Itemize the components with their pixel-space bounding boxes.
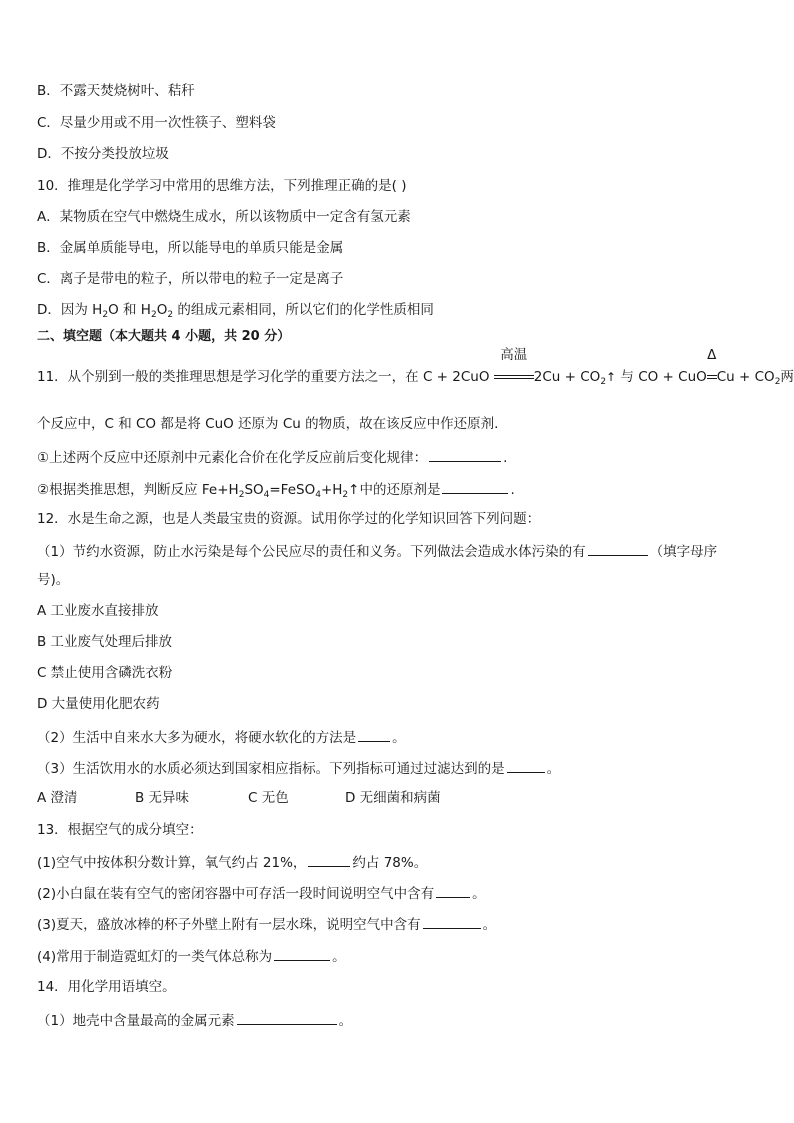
q10-option-d: D．因为 $H_2O$ 和 $H_2O_2$ 的组成元素相同，所以它们的化学性质相同 [37,302,434,320]
q10-option-b: B．金属单质能导电，所以能导电的单质只能是金属 [37,240,344,256]
q11-stem: 11．从个别到一般的类推理思想是学习化学的重要方法之一，在 C + 2CuO 高温 $2Cu + CO_2↑$ 与 CO + CuO Δ $Cu + CO_2$两 [37,347,794,387]
answer-blank[interactable] [436,883,470,898]
q12-part3: （3）生活饮用水的水质必须达到国家相应指标。下列指标可通过过滤达到的是 。 [37,758,560,778]
q14-stem: 14．用化学用语填空。 [37,979,176,995]
answer-blank[interactable] [588,541,648,556]
q10-stem: 10．推理是化学学习中常用的思维方法，下列推理正确的是( ) [37,178,407,194]
q10-option-c: C．离子是带电的粒子，所以带电的粒子一定是离子 [37,271,344,287]
q12-option-b: B 工业废气处理后排放 [37,634,173,650]
q12-option-d: D 大量使用化肥农药 [37,696,160,712]
q12-choices: A 澄清 B 无异味 C 无色 D 无细菌和病菌 [37,790,441,806]
q12-part1-cont: 号)。 [37,572,70,588]
q13-part1: (1)空气中按体积分数计算，氧气约占 21%， 约占 78%。 [37,852,427,872]
answer-blank[interactable] [507,758,545,773]
section-title: 二、填空题（本大题共 4 小题，共 20 分） [37,329,291,344]
q13-part4: (4)常用于制造霓虹灯的一类气体总称为 。 [37,946,346,966]
q9-option-c: C．尽量少用或不用一次性筷子、塑料袋 [37,115,276,131]
answer-blank[interactable] [442,479,508,494]
q14-part1: （1）地壳中含量最高的金属元素 。 [37,1010,352,1030]
answer-blank[interactable] [308,852,350,867]
q9-option-d: D．不按分类投放垃圾 [37,146,169,162]
answer-blank[interactable] [237,1010,337,1025]
q11-item1: ①上述两个反应中还原剂中元素化合价在化学反应前后变化规律： . [37,447,507,467]
q10-option-a: A．某物质在空气中燃烧生成水，所以该物质中一定含有氢元素 [37,209,411,225]
q9-option-b: B．不露天焚烧树叶、秸秆 [37,83,195,99]
q11-item2: ②根据类推思想，判断反应 $Fe+H_2SO_4=FeSO_4+H_2↑$中的还原剂是 . [37,479,515,499]
q11-line2: 个反应中，C 和 CO 都是将 CuO 还原为 Cu 的物质，故在该反应中作还原剂. [37,416,499,432]
condition-heat: Δ [707,368,717,386]
answer-blank[interactable] [274,946,330,961]
q13-part2: (2)小白鼠在装有空气的密闭容器中可存活一段时间说明空气中含有 。 [37,883,486,903]
q12-stem: 12．水是生命之源，也是人类最宝贵的资源。试用你学过的化学知识回答下列问题： [37,511,541,527]
condition-high-temp: 高温 [494,368,534,386]
answer-blank[interactable] [423,914,481,929]
q13-part3: (3)夏天，盛放冰棒的杯子外壁上附有一层水珠，说明空气中含有 。 [37,914,496,934]
answer-blank[interactable] [358,727,390,742]
q12-option-a: A 工业废水直接排放 [37,603,159,619]
answer-blank[interactable] [429,447,501,462]
q12-part2: （2）生活中自来水大多为硬水，将硬水软化的方法是 。 [37,727,406,747]
q12-part1: （1）节约水资源，防止水污染是每个公民应尽的责任和义务。下列做法会造成水体污染的有 （填字母序 [37,541,717,561]
q12-option-c: C 禁止使用含磷洗衣粉 [37,665,173,681]
q13-stem: 13．根据空气的成分填空： [37,822,203,838]
